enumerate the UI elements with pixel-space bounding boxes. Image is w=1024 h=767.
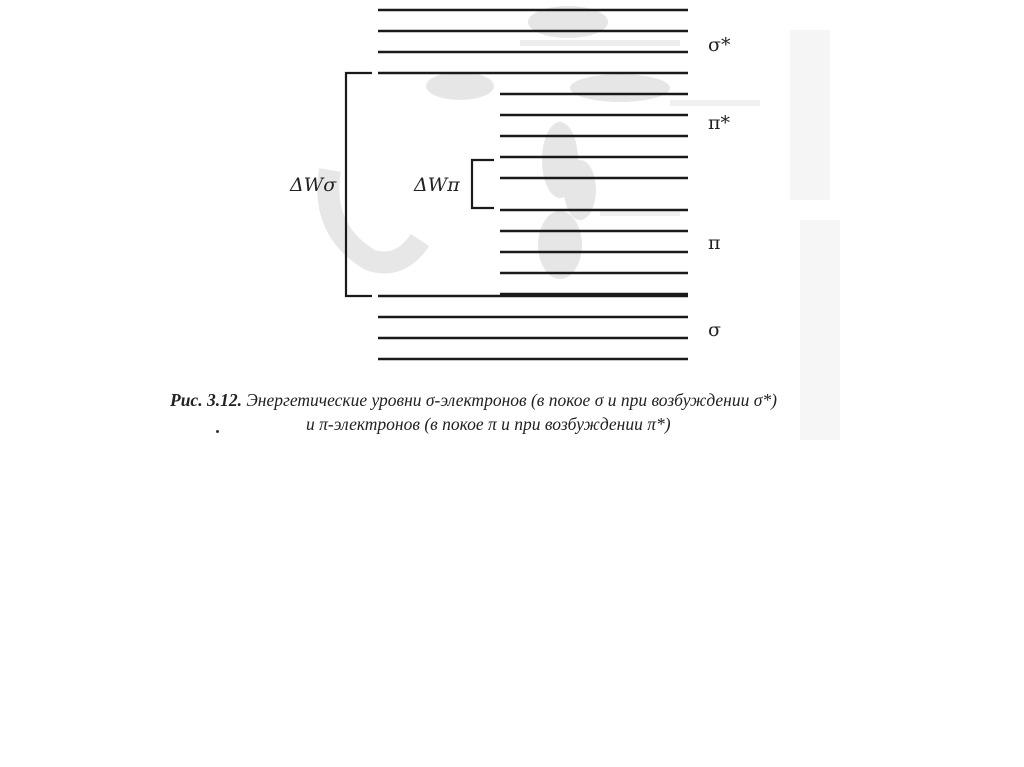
pi-label: π — [708, 232, 721, 254]
sigma-star-label: σ* — [708, 34, 731, 56]
stray-dot — [216, 430, 219, 433]
caption-line-2: и π-электронов (в покое π и при возбуждении π*) — [306, 414, 671, 434]
figure-number: Рис. 3.12. — [170, 390, 242, 410]
delta-w-sigma-label: ΔWσ — [290, 174, 337, 196]
figure-caption — [170, 388, 860, 436]
delta-w-pi-label: ΔWπ — [414, 174, 460, 196]
caption-line-1: Энергетические уровни σ-электронов (в покое σ и при возбуждении σ*) — [241, 390, 777, 410]
sigma-label: σ — [708, 319, 721, 341]
delta-w-pi-bracket — [472, 160, 494, 208]
bleed-through-artifacts — [328, 6, 840, 440]
pi-star-label: π* — [708, 112, 730, 134]
